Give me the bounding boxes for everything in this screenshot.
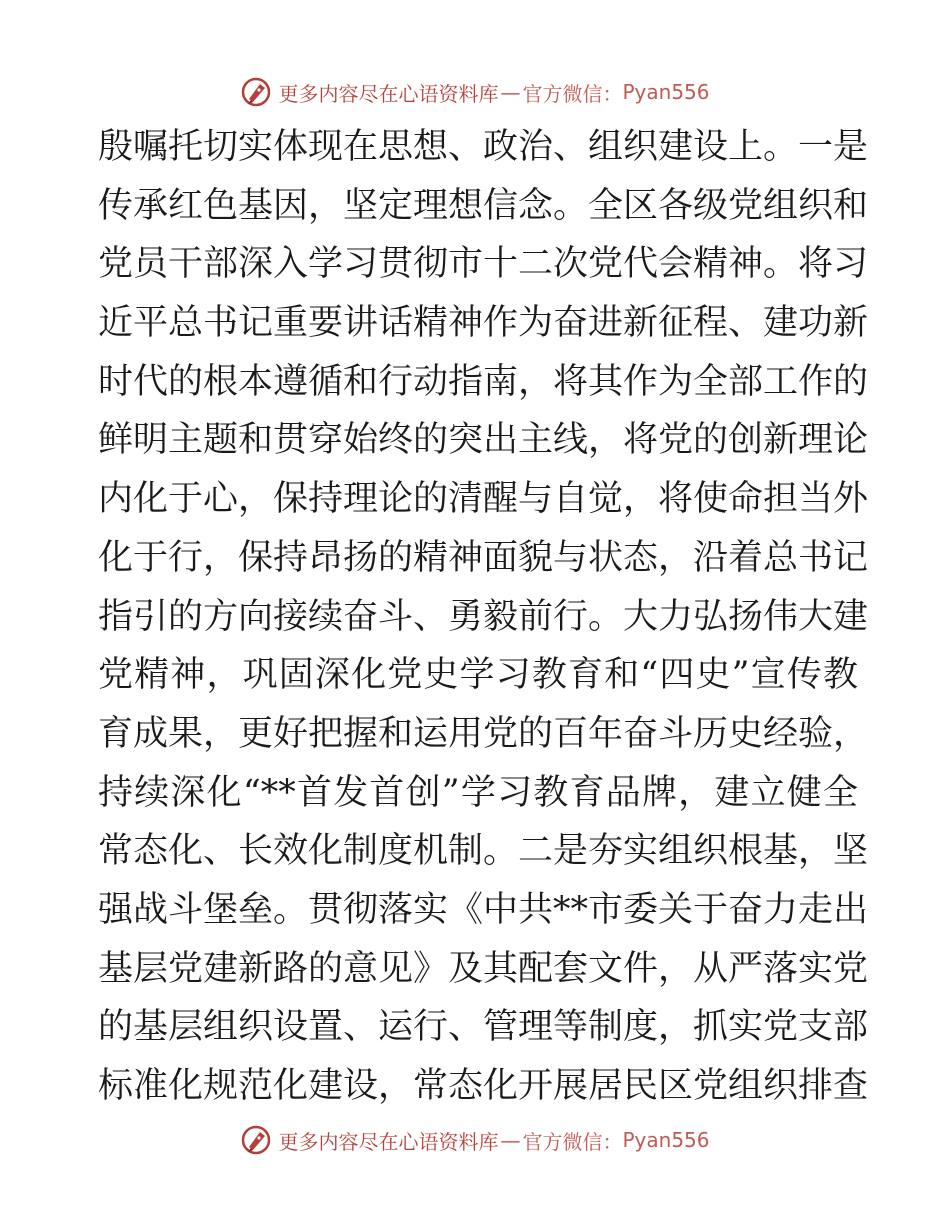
banner-separator: — [500, 80, 521, 104]
text-line: 化于行，保持昂扬的精神面貌与状态，沿着总书记 [98, 537, 869, 578]
banner-handle: Pyan556 [622, 80, 710, 104]
text-line: 内化于心，保持理论的清醒与自觉，将使命担当外 [98, 479, 869, 520]
header-banner [0, 72, 950, 112]
body-paragraph [98, 118, 869, 1116]
text-line: 持续深化“**首发首创”学习教育品牌，建立健全 [98, 772, 858, 813]
text-line: 标准化规范化建设，常态化开展居民区党组织排查 [98, 1066, 869, 1106]
footer-banner [0, 1120, 950, 1160]
text-line: 党精神，巩固深化党史学习教育和“四史”宣传教 [98, 655, 858, 696]
fountain-pen-logo-icon [240, 1124, 272, 1156]
text-line: 时代的根本遵循和行动指南，将其作为全部工作的 [98, 361, 869, 402]
text-line: 党员干部深入学习贯彻市十二次党代会精神。将习 [98, 244, 869, 285]
banner-handle: Pyan556 [622, 1128, 710, 1152]
text-line: 指引的方向接续奋斗、勇毅前行。大力弘扬伟大建 [98, 596, 869, 637]
text-line: 基层党建新路的意见》及其配套文件，从严落实党 [98, 948, 869, 989]
text-line: 育成果，更好把握和运用党的百年奋斗历史经验， [98, 713, 869, 754]
text-line: 鲜明主题和贯穿始终的突出主线，将党的创新理论 [98, 420, 869, 461]
text-line: 的基层组织设置、运行、管理等制度，抓实党支部 [98, 1007, 869, 1048]
text-line: 近平总书记重要讲话精神作为奋进新征程、建功新 [98, 303, 869, 344]
text-line: 殷嘱托切实体现在思想、政治、组织建设上。一是 [98, 127, 869, 167]
banner-text: 更多内容尽在心语资料库 [278, 1129, 499, 1154]
banner-wechat-label: 官方微信： [522, 1129, 623, 1154]
text-line: 强战斗堡垒。贯彻落实《中共**市委关于奋力走出 [98, 889, 869, 930]
banner-text: 更多内容尽在心语资料库 [278, 81, 499, 106]
fountain-pen-logo-icon [240, 76, 272, 108]
text-line: 常态化、长效化制度机制。二是夯实组织根基，坚 [98, 831, 869, 872]
banner-wechat-label: 官方微信： [522, 81, 623, 106]
banner-separator: — [500, 1128, 521, 1152]
text-line: 传承红色基因，坚定理想信念。全区各级党组织和 [98, 185, 869, 226]
